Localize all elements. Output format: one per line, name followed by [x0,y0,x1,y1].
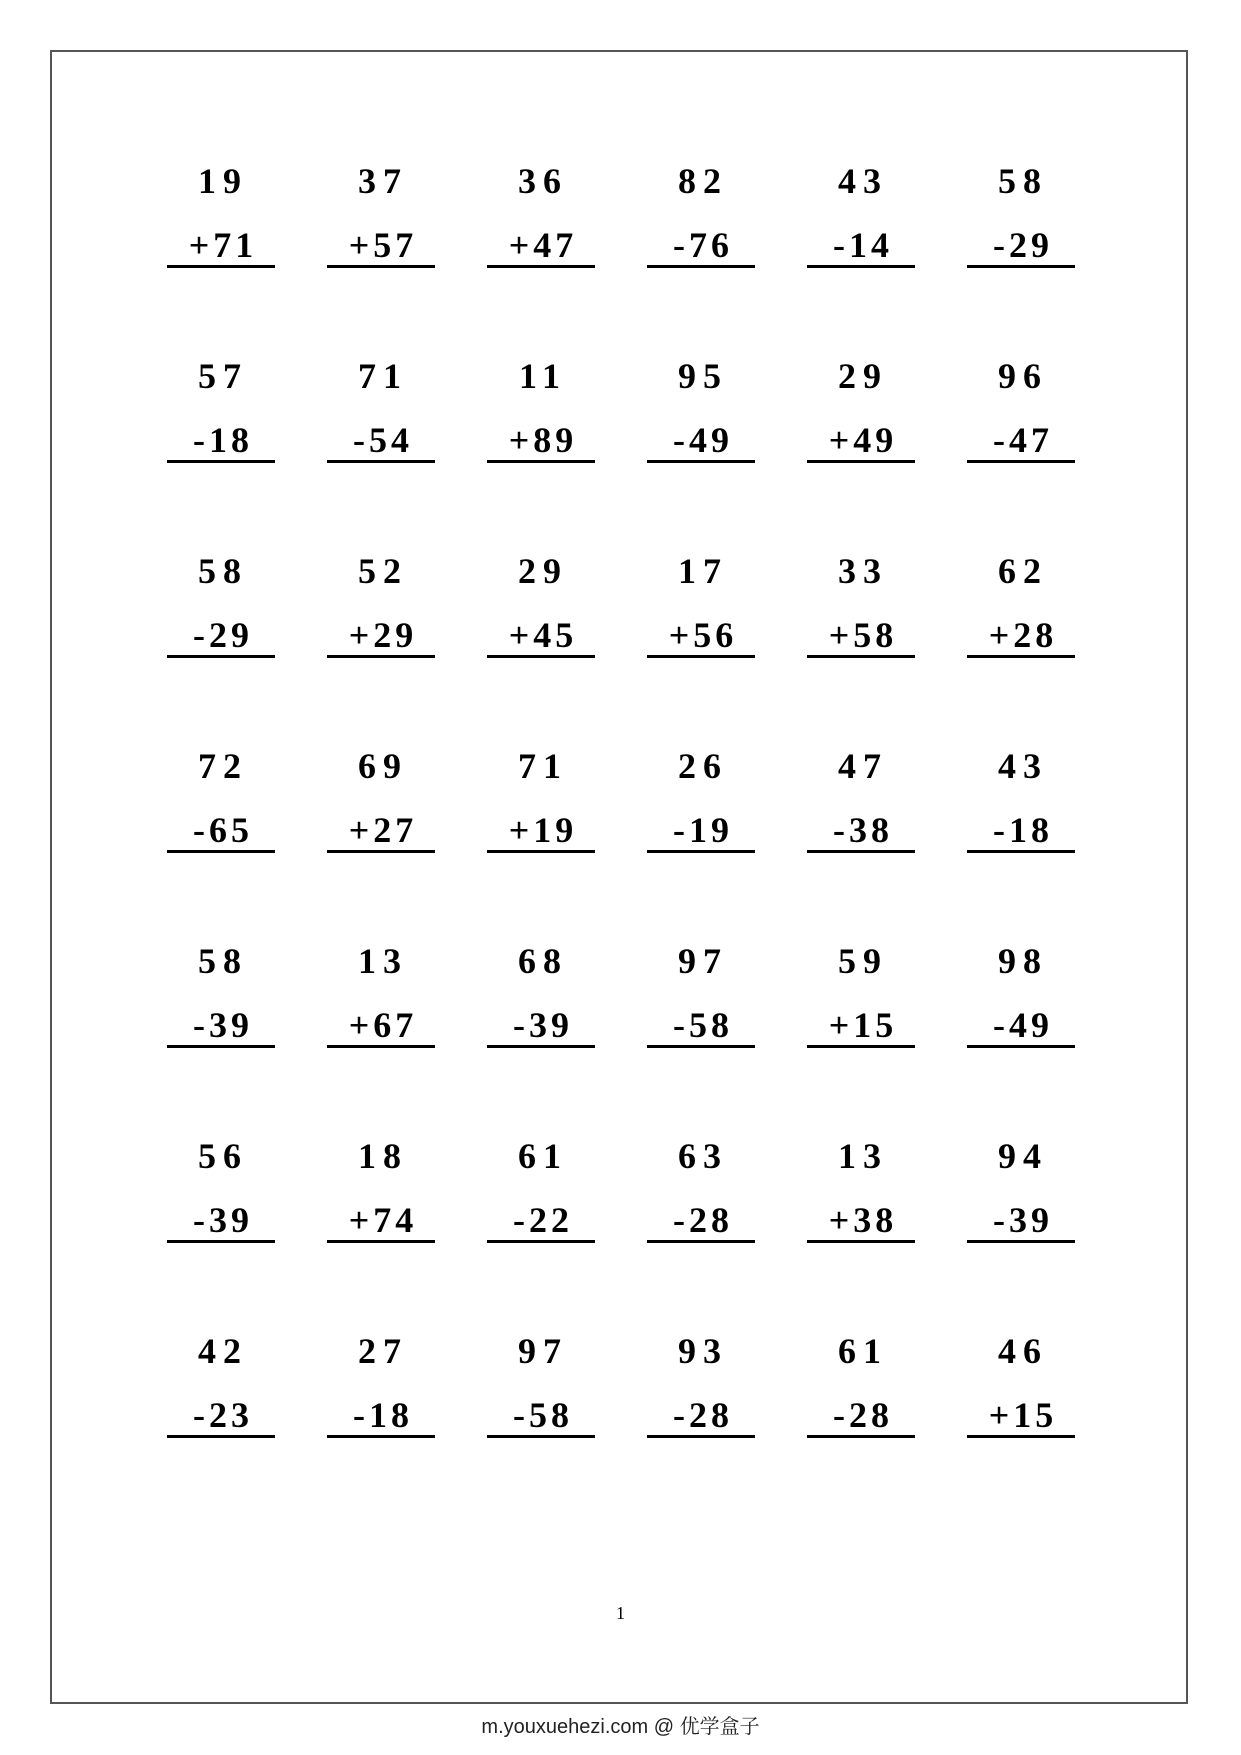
top-number: 27 [358,1331,408,1371]
top-number: 61 [518,1136,568,1176]
answer-line [487,655,595,658]
bottom-number: -38 [833,810,893,850]
bottom-number: +57 [348,225,418,265]
problem [803,161,923,281]
problem [323,1136,443,1256]
problem [483,1136,603,1256]
problem [323,1331,443,1451]
top-number: 17 [678,551,728,591]
top-number: 82 [678,161,728,201]
top-number: 43 [838,161,888,201]
bottom-number: +29 [348,615,418,655]
bottom-number: -14 [833,225,893,265]
answer-line [967,655,1075,658]
bottom-number: -29 [193,615,253,655]
answer-line [647,460,755,463]
bottom-number: +89 [508,420,578,460]
bottom-number: +49 [828,420,898,460]
problem [323,746,443,866]
answer-line [327,265,435,268]
problem [643,746,763,866]
problem [963,746,1083,866]
bottom-number: +19 [508,810,578,850]
problem [483,551,603,671]
answer-line [967,460,1075,463]
answer-line [807,1435,915,1438]
bottom-number: -39 [513,1005,573,1045]
answer-line [487,1435,595,1438]
top-number: 72 [198,746,248,786]
top-number: 59 [838,941,888,981]
bottom-number: +15 [988,1395,1058,1435]
top-number: 98 [998,941,1048,981]
answer-line [807,460,915,463]
bottom-number: -49 [673,420,733,460]
bottom-number: -18 [193,420,253,460]
problem [803,746,923,866]
answer-line [647,850,755,853]
top-number: 58 [998,161,1048,201]
answer-line [967,265,1075,268]
bottom-number: -22 [513,1200,573,1240]
answer-line [647,655,755,658]
answer-line [967,850,1075,853]
problem [163,941,283,1061]
top-number: 57 [198,356,248,396]
top-number: 33 [838,551,888,591]
answer-line [487,1240,595,1243]
top-number: 63 [678,1136,728,1176]
top-number: 95 [678,356,728,396]
problem [963,1331,1083,1451]
answer-line [167,460,275,463]
bottom-number: -49 [993,1005,1053,1045]
top-number: 62 [998,551,1048,591]
bottom-number: +15 [828,1005,898,1045]
problem [963,551,1083,671]
answer-line [167,265,275,268]
top-number: 42 [198,1331,248,1371]
problem [963,1136,1083,1256]
bottom-number: +28 [988,615,1058,655]
answer-line [807,655,915,658]
problem [963,941,1083,1061]
top-number: 13 [838,1136,888,1176]
problem [643,551,763,671]
answer-line [807,265,915,268]
bottom-number: +45 [508,615,578,655]
bottom-number: -39 [193,1005,253,1045]
problem [323,551,443,671]
answer-line [807,850,915,853]
top-number: 69 [358,746,408,786]
top-number: 43 [998,746,1048,786]
problem [643,1136,763,1256]
bottom-number: -29 [993,225,1053,265]
top-number: 52 [358,551,408,591]
bottom-number: +71 [188,225,258,265]
top-number: 29 [838,356,888,396]
top-number: 26 [678,746,728,786]
answer-line [967,1045,1075,1048]
top-number: 36 [518,161,568,201]
problem [643,1331,763,1451]
top-number: 58 [198,941,248,981]
top-number: 56 [198,1136,248,1176]
answer-line [487,460,595,463]
bottom-number: -65 [193,810,253,850]
bottom-number: -47 [993,420,1053,460]
problem [323,356,443,476]
top-number: 61 [838,1331,888,1371]
answer-line [647,1240,755,1243]
page-number: 1 [616,1603,625,1623]
bottom-number: -54 [353,420,413,460]
top-number: 71 [518,746,568,786]
bottom-number: -18 [993,810,1053,850]
top-number: 13 [358,941,408,981]
answer-line [487,1045,595,1048]
answer-line [327,850,435,853]
problem [803,1136,923,1256]
top-number: 46 [998,1331,1048,1371]
problem [483,356,603,476]
bottom-number: -39 [993,1200,1053,1240]
bottom-number: -18 [353,1395,413,1435]
footer-watermark: m.youxuehezi.com @ 优学盒子 [481,1716,760,1738]
answer-line [167,1435,275,1438]
problem [483,1331,603,1451]
problem [803,1331,923,1451]
problem [163,551,283,671]
top-number: 19 [198,161,248,201]
problem [323,941,443,1061]
bottom-number: -39 [193,1200,253,1240]
answer-line [487,850,595,853]
problem [483,161,603,281]
problem [803,551,923,671]
bottom-number: -28 [673,1395,733,1435]
problem [163,1136,283,1256]
problem [963,356,1083,476]
problem [163,746,283,866]
top-number: 37 [358,161,408,201]
answer-line [327,1240,435,1243]
answer-line [327,655,435,658]
answer-line [327,1045,435,1048]
answer-line [807,1045,915,1048]
problem [643,356,763,476]
bottom-number: +38 [828,1200,898,1240]
bottom-number: -23 [193,1395,253,1435]
answer-line [167,1240,275,1243]
top-number: 68 [518,941,568,981]
top-number: 96 [998,356,1048,396]
bottom-number: +58 [828,615,898,655]
top-number: 29 [518,551,568,591]
problem [163,356,283,476]
bottom-number: +56 [668,615,738,655]
top-number: 93 [678,1331,728,1371]
answer-line [167,850,275,853]
answer-line [647,1435,755,1438]
answer-line [647,1045,755,1048]
answer-line [167,1045,275,1048]
top-number: 94 [998,1136,1048,1176]
top-number: 97 [678,941,728,981]
problem [323,161,443,281]
bottom-number: -58 [513,1395,573,1435]
answer-line [807,1240,915,1243]
bottom-number: -28 [673,1200,733,1240]
bottom-number: -58 [673,1005,733,1045]
problem [163,1331,283,1451]
bottom-number: +27 [348,810,418,850]
bottom-number: +47 [508,225,578,265]
top-number: 58 [198,551,248,591]
problem [483,746,603,866]
bottom-number: -19 [673,810,733,850]
problem [803,941,923,1061]
bottom-number: +74 [348,1200,418,1240]
problem [643,161,763,281]
problem [163,161,283,281]
answer-line [487,265,595,268]
problem [803,356,923,476]
top-number: 97 [518,1331,568,1371]
problem [643,941,763,1061]
top-number: 71 [358,356,408,396]
answer-line [647,265,755,268]
answer-line [327,1435,435,1438]
answer-line [967,1435,1075,1438]
bottom-number: -76 [673,225,733,265]
bottom-number: +67 [348,1005,418,1045]
top-number: 11 [518,356,567,396]
problem [963,161,1083,281]
top-number: 18 [358,1136,408,1176]
page-frame [50,50,1188,1704]
problem [483,941,603,1061]
answer-line [967,1240,1075,1243]
answer-line [327,460,435,463]
top-number: 47 [838,746,888,786]
answer-line [167,655,275,658]
bottom-number: -28 [833,1395,893,1435]
